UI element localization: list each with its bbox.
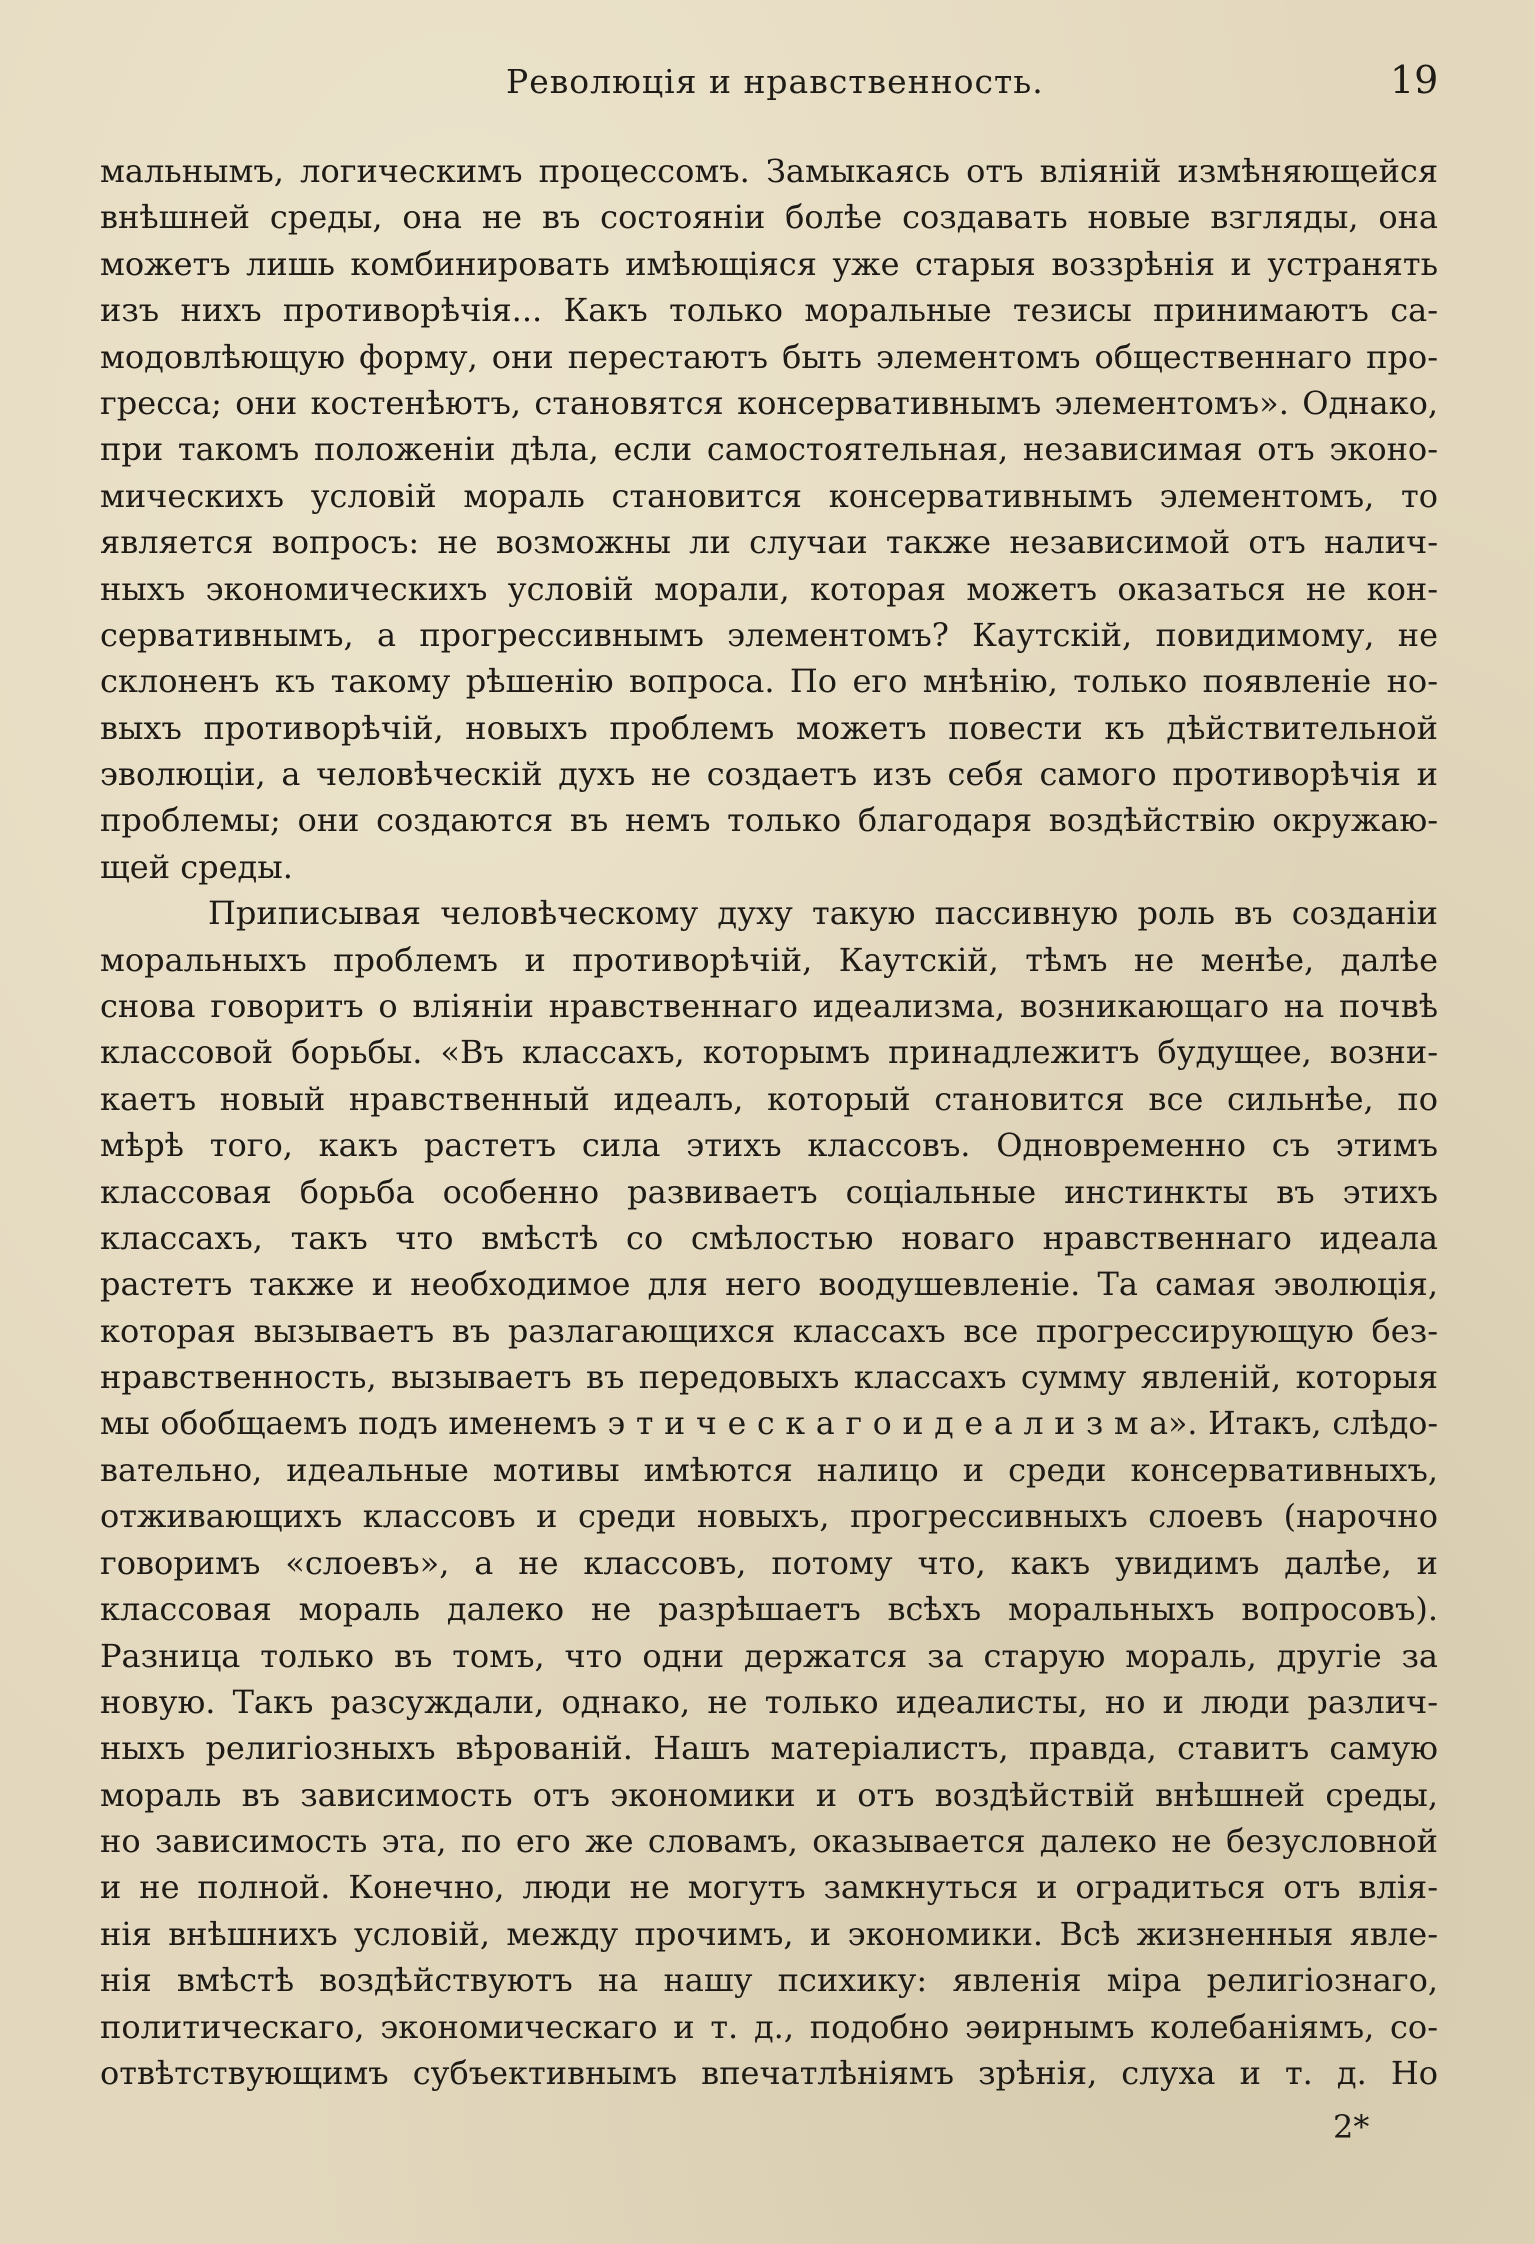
- text-line: ныхъ религіозныхъ вѣрованій. Нашъ матеріалистъ, правда, ставитъ самую: [100, 1729, 1438, 1768]
- text-line: растетъ также и необходимое для него воодушевленіе. Та самая эволюція,: [100, 1265, 1438, 1304]
- text-line: мическихъ условій мораль становится консервативнымъ элементомъ, то: [100, 476, 1438, 515]
- text-line: является вопросъ: не возможны ли случаи также независимой отъ налич-: [100, 523, 1438, 562]
- text-line: проблемы; они создаются въ немъ только благодаря воздѣйствію окружаю-: [100, 801, 1438, 840]
- text-line: нія внѣшнихъ условій, между прочимъ, и экономики. Всѣ жизненныя явле-: [100, 1914, 1438, 1953]
- text-line: сервативнымъ, а прогрессивнымъ элементомъ? Каутскій, повидимому, не: [100, 615, 1438, 654]
- text-line: отживающихъ классовъ и среди новыхъ, прогрессивныхъ слоевъ (нарочно: [100, 1497, 1438, 1536]
- signature-mark: 2*: [1333, 2108, 1370, 2146]
- text-line: нравственность, вызываетъ въ передовыхъ классахъ сумму явленій, которыя: [100, 1358, 1438, 1397]
- text-line: каетъ новый нравственный идеалъ, который становится все сильнѣе, по: [100, 1079, 1438, 1118]
- text-line: новую. Такъ разсуждали, однако, не только идеалисты, но и люди различ-: [100, 1682, 1438, 1721]
- text-line: классовая мораль далеко не разрѣшаетъ всѣхъ моральныхъ вопросовъ).: [100, 1590, 1438, 1629]
- text-line: мѣрѣ того, какъ растетъ сила этихъ классовъ. Одновременно съ этимъ: [100, 1126, 1438, 1165]
- text-line: при такомъ положеніи дѣла, если самостоятельная, независимая отъ эконо-: [100, 430, 1438, 469]
- text-line: отвѣтствующимъ субъективнымъ впечатлѣніямъ зрѣнія, слуха и т. д. Но: [100, 2054, 1438, 2093]
- text-line: эволюціи, а человѣческій духъ не создаетъ изъ себя самого противорѣчія и: [100, 755, 1438, 794]
- text-line: которая вызываетъ въ разлагающихся классахъ все прогрессирующую без-: [100, 1311, 1438, 1350]
- text-line: вательно, идеальные мотивы имѣются налицо и среди консервативныхъ,: [100, 1450, 1438, 1489]
- text-line: можетъ лишь комбинировать имѣющіяся уже старыя воззрѣнія и устранять: [100, 244, 1438, 283]
- text-line: и не полной. Конечно, люди не могутъ замкнуться и оградиться отъ влія-: [100, 1868, 1438, 1907]
- text-line: классовой борьбы. «Въ классахъ, которымъ принадлежитъ будущее, возни-: [100, 1033, 1438, 1072]
- text-line: выхъ противорѣчій, новыхъ проблемъ можетъ повести къ дѣйствительной: [100, 708, 1438, 747]
- text-line: мы обобщаемъ подъ именемъ э т и ч е с к а г о и д е а л и з м а». Итакъ, слѣдо-: [100, 1405, 1438, 1442]
- text-line: внѣшней среды, она не въ состояніи болѣе создавать новые взгляды, она: [100, 198, 1438, 237]
- body-text: [100, 148, 1438, 2096]
- text-line: снова говоритъ о вліяніи нравственнаго идеализма, возникающаго на почвѣ: [100, 987, 1438, 1026]
- text-line: склоненъ къ такому рѣшенію вопроса. По его мнѣнію, только появленіе но-: [100, 662, 1438, 701]
- paragraph-end-line: щей среды.: [100, 847, 293, 886]
- text-line: изъ нихъ противорѣчія... Какъ только моральные тезисы принимаютъ са-: [100, 291, 1438, 330]
- text-line: Разница только въ томъ, что одни держатся за старую мораль, другіе за: [100, 1636, 1438, 1675]
- text-line: нія вмѣстѣ воздѣйствуютъ на нашу психику: явленія міра религіознаго,: [100, 1961, 1438, 2000]
- text-line: мораль въ зависимость отъ экономики и отъ воздѣйствій внѣшней среды,: [100, 1775, 1438, 1814]
- text-line: классовая борьба особенно развиваетъ соціальные инстинкты въ этихъ: [100, 1172, 1438, 1211]
- text-line: ныхъ экономическихъ условій морали, которая можетъ оказаться не кон-: [100, 569, 1438, 608]
- text-line: моральныхъ проблемъ и противорѣчій, Каутскій, тѣмъ не менѣе, далѣе: [100, 940, 1438, 979]
- running-title: Революція и нравственность.: [506, 62, 1044, 101]
- text-line: политическаго, экономическаго и т. д., подобно эѳирнымъ колебаніямъ, со-: [100, 2007, 1438, 2046]
- text-line: гресса; они костенѣютъ, становятся консервативнымъ элементомъ». Однако,: [100, 383, 1438, 422]
- paragraph-first-line: Приписывая человѣческому духу такую пассивную роль въ созданіи: [208, 894, 1438, 933]
- text-line: классахъ, такъ что вмѣстѣ со смѣлостью новаго нравственнаго идеала: [100, 1218, 1438, 1257]
- text-line: говоримъ «слоевъ», а не классовъ, потому что, какъ увидимъ далѣе, и: [100, 1543, 1438, 1582]
- page-number: 19: [1390, 58, 1439, 102]
- text-line: модовлѣющую форму, они перестаютъ быть элементомъ общественнаго про-: [100, 337, 1438, 376]
- text-line: мальнымъ, логическимъ процессомъ. Замыкаясь отъ вліяній измѣняющейся: [100, 152, 1438, 190]
- text-line: но зависимость эта, по его же словамъ, оказывается далеко не безусловной: [100, 1822, 1438, 1861]
